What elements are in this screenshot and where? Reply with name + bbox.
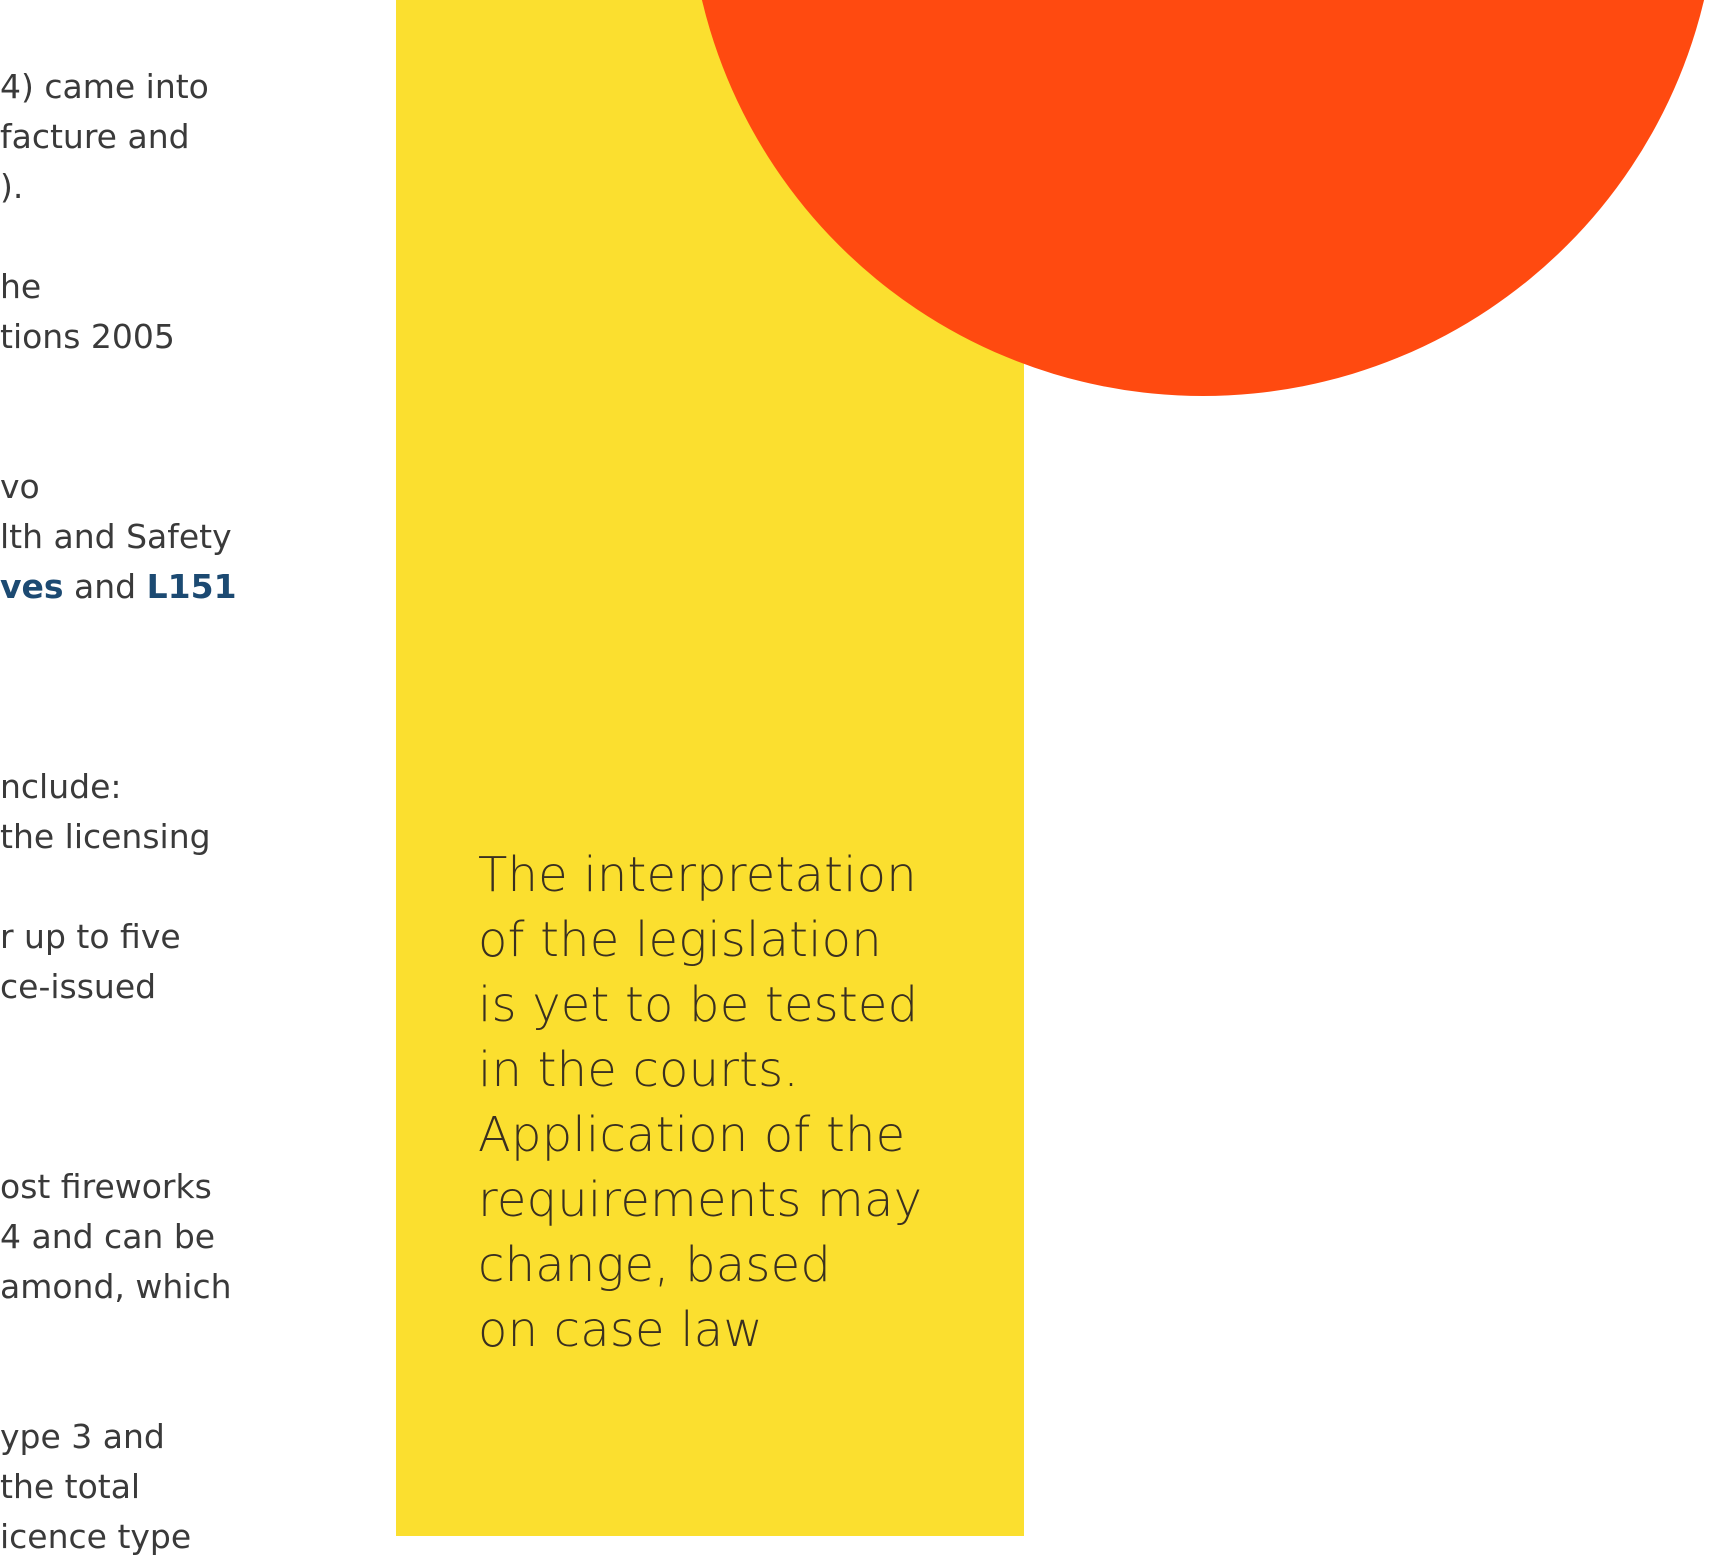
quote-line: in the courts. xyxy=(478,1042,799,1098)
pull-quote xyxy=(478,843,923,1363)
text-line: 4) came into xyxy=(0,67,209,106)
text-line: ). xyxy=(0,167,24,206)
text-line: ype 3 and xyxy=(0,1417,165,1456)
text-line: 4 and can be xyxy=(0,1217,216,1256)
text-fragment: and xyxy=(74,567,137,606)
text-line: ce-issued xyxy=(0,967,157,1006)
decorative-circle xyxy=(688,0,1718,396)
text-line: tions 2005 xyxy=(0,317,175,356)
quote-line: Application of the xyxy=(478,1107,906,1163)
text-line: r up to five xyxy=(0,917,181,956)
quote-line: The interpretation xyxy=(478,847,917,903)
text-line: facture and xyxy=(0,117,190,156)
quote-line: on case law xyxy=(478,1302,763,1358)
quote-line: change, based xyxy=(478,1237,831,1293)
text-line: icence type xyxy=(0,1517,192,1556)
l151-link[interactable]: L151 xyxy=(146,567,237,606)
quote-line: of the legislation xyxy=(478,912,882,968)
text-line: vo xyxy=(0,467,40,506)
text-line-with-links xyxy=(0,567,237,607)
text-line: ost fireworks xyxy=(0,1167,212,1206)
body-text-column xyxy=(0,0,396,1556)
text-line: amond, which xyxy=(0,1267,232,1306)
text-line: the licensing xyxy=(0,817,211,856)
quote-line: requirements may xyxy=(478,1172,923,1228)
quote-line: is yet to be tested xyxy=(478,977,919,1033)
pull-quote-panel xyxy=(396,0,1024,1536)
text-line: he xyxy=(0,267,42,306)
text-line: lth and Safety xyxy=(0,517,232,556)
explosives-link[interactable]: ves xyxy=(0,567,64,606)
text-line: the total xyxy=(0,1467,141,1506)
text-line: nclude: xyxy=(0,767,122,806)
